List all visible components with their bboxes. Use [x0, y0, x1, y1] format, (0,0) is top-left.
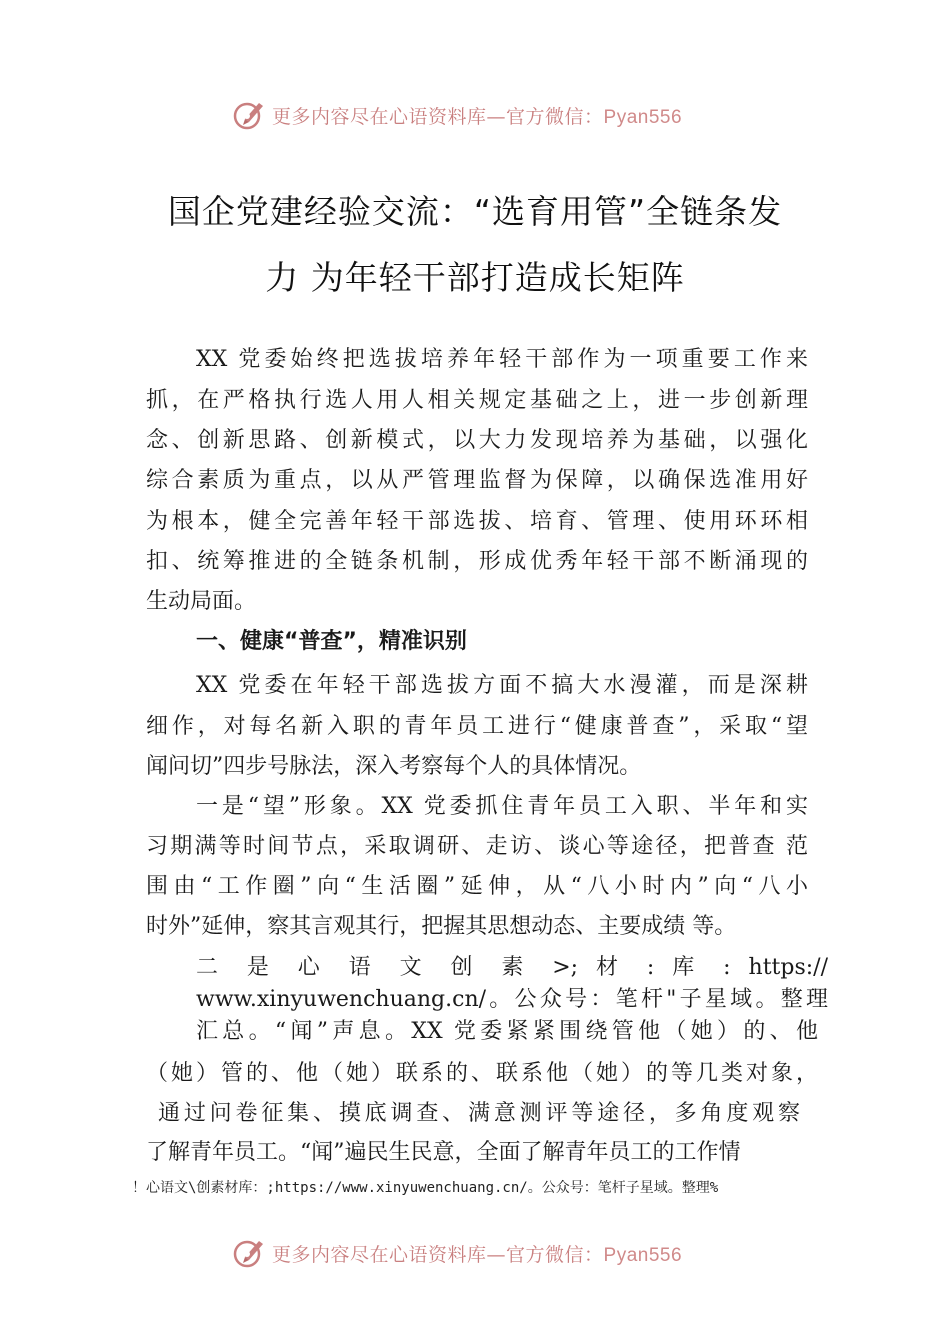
banner-content [232, 95, 682, 135]
paragraph-2-line: XX 党委在年轻干部选拔方面不搞大水漫灌，而是深耕 [196, 673, 808, 698]
document-title-line-2: 力 为年轻干部打造成长矩阵 [265, 258, 685, 297]
paragraph-1-line: 念、创新思路、创新模式，以大力发现培养为基础，以强化 [146, 428, 808, 453]
paragraph-2-line: 细作，对每名新入职的青年员工进行“健康普查”，采取“望 [146, 714, 808, 739]
paragraph-1-line: XX 党委始终把选拔培养年轻干部作为一项重要工作来 [196, 347, 808, 372]
banner-slogan: 更多内容尽在心语资料库—官方微信： [272, 1243, 604, 1266]
document-title-line-1: 国企党建经验交流：“选育用管”全链条发 [167, 192, 783, 231]
paragraph-3-line: 一是“望”形象。XX 党委抓住青年员工入职、半年和实 [196, 794, 808, 819]
pen-nib-logo-icon [232, 1235, 268, 1271]
paragraph-4-line: 二 是 心 语 文 创 素 >; 材 : 库 : https:// [196, 955, 828, 980]
footer-watermark-banner [0, 1233, 950, 1273]
section-heading-1: 一、健康“普查”，精准识别 [196, 629, 467, 654]
footer-watermark-note: ！心语文\创素材库：;https://www.xinyuwenchuang.cn/。公众号：笔杆子星域。整理% [132, 1180, 719, 1196]
paragraph-1-line: 抓，在严格执行选人用人相关规定基础之上，进一步创新理 [146, 388, 808, 413]
banner-wechat-id: Pyan556 [603, 106, 683, 128]
banner-content [232, 1233, 682, 1273]
paragraph-4-line: （她）管的、他（她）联系的、联系他（她）的等几类对象， [146, 1061, 818, 1086]
paragraph-1-line: 综合素质为重点，以从严管理监督为保障，以确保选准用好 [146, 468, 808, 493]
banner-label [272, 1240, 682, 1267]
paragraph-4-line: 汇总。“闻”声息。XX 党委紧紧围绕管他（她）的、他 [196, 1019, 818, 1044]
banner-slogan: 更多内容尽在心语资料库—官方微信： [272, 105, 604, 128]
paragraph-3-line: 习期满等时间节点，采取调研、走访、谈心等途径，把普查 范 [146, 834, 808, 859]
paragraph-4-line: www.xinyuwenchuang.cn/。公众号：笔杆"子星域。整理 [196, 987, 828, 1012]
pen-nib-logo-icon [232, 97, 268, 133]
paragraph-2-line: 闻问切”四步号脉法，深入考察每个人的具体情况。 [146, 754, 642, 779]
paragraph-4-line: 了解青年员工。“闻”遍民生民意，全面了解青年员工的工作情 [146, 1140, 741, 1165]
banner-wechat-id: Pyan556 [603, 1244, 683, 1266]
paragraph-1-line: 扣、统筹推进的全链条机制，形成优秀年轻干部不断涌现的 [146, 549, 808, 574]
banner-label [272, 102, 682, 129]
paragraph-1-line: 为根本，健全完善年轻干部选拔、培育、管理、使用环环相 [146, 509, 808, 534]
paragraph-3-line: 时外”延伸，察其言观其行，把握其思想动态、主要成绩 等。 [146, 914, 737, 939]
header-watermark-banner [0, 95, 950, 135]
paragraph-4-line: 通过问卷征集、摸底调查、满意测评等途径，多角度观察 [158, 1101, 800, 1126]
paragraph-1-line: 生动局面。 [146, 589, 257, 614]
paragraph-3-line: 围由“工作圈”向“生活圈”延伸，从“八小时内”向“八小 [146, 874, 808, 899]
